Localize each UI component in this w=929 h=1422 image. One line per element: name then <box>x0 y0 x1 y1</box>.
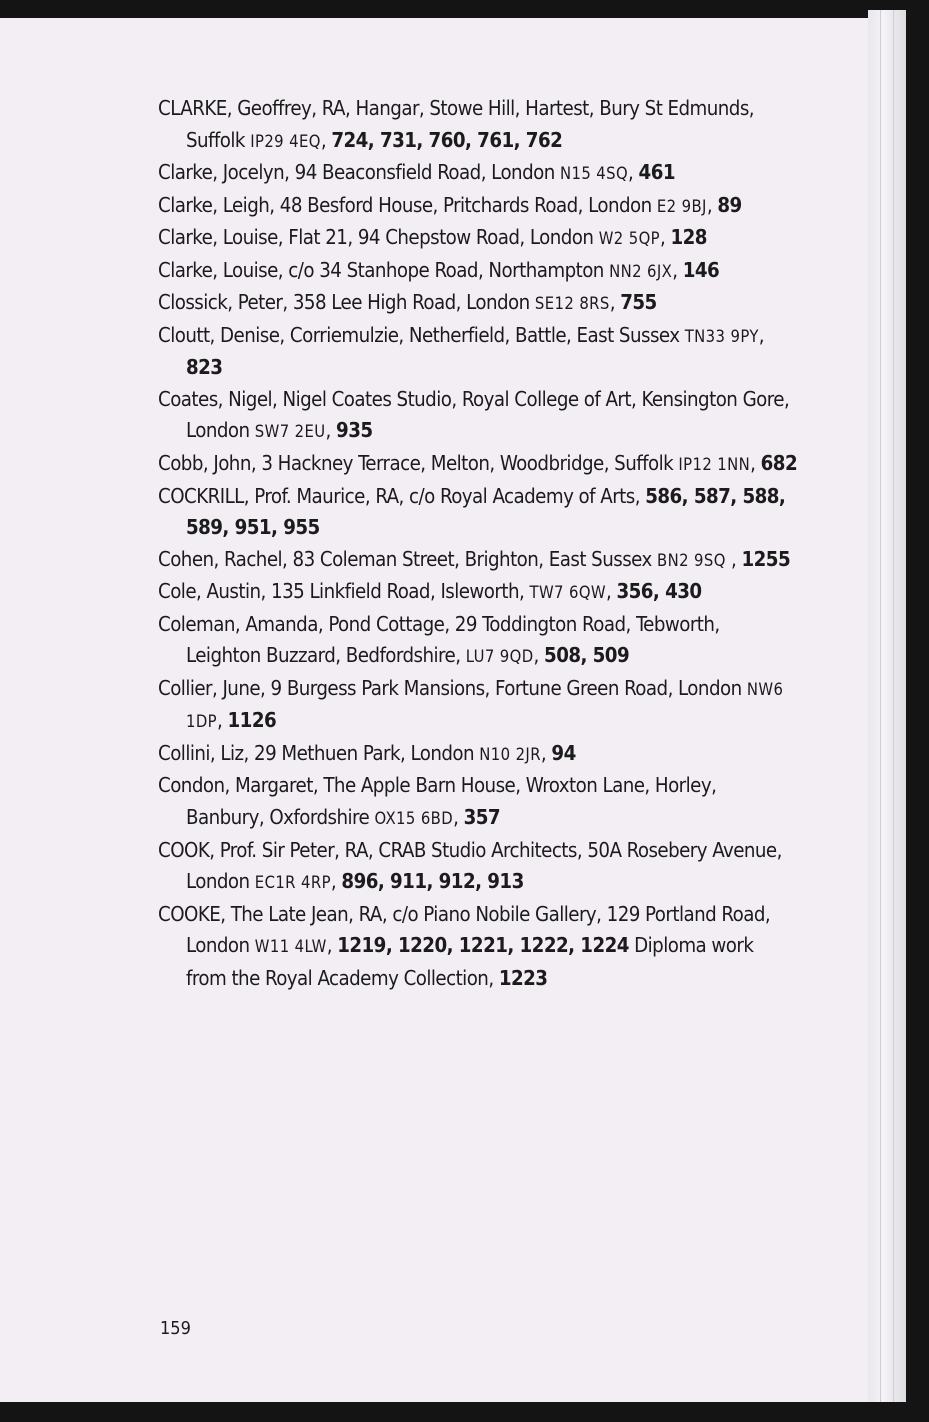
index-entry: Condon, Margaret, The Apple Barn House, Wroxton Lane, Horley, Banbury, Oxfordshire OX15 6BD, 357 <box>158 773 717 830</box>
page-number: 159 <box>160 1318 191 1339</box>
index-entry: Cobb, John, 3 Hackney Terrace, Melton, Woodbridge, Suffolk IP12 1NN, 682 <box>158 451 798 476</box>
index-entry: Cole, Austin, 135 Linkfield Road, Isleworth, TW7 6QW, 356, 430 <box>158 579 702 604</box>
index-entry: Collier, June, 9 Burgess Park Mansions, Fortune Green Road, London NW6 1DP, 1126 <box>158 675 784 733</box>
index-entry: Coleman, Amanda, Pond Cottage, 29 Toddington Road, Tebworth, Leighton Buzzard, Bedfordshire, LU7 9QD, 508, 509 <box>158 611 720 668</box>
index-entry: Clarke, Leigh, 48 Besford House, Pritchards Road, London E2 9BJ, 89 <box>158 192 742 217</box>
index-entry: COCKRILL, Prof. Maurice, RA, c/o Royal Academy of Arts, 586, 587, 588, 589, 951, 955 <box>158 483 786 540</box>
index-entry: COOKE, The Late Jean, RA, c/o Piano Nobile Gallery, 129 Portland Road, London W11 4LW, 1219, 1220, 1221, 1222, 1224 Diploma work from the Royal Academy Collection, 1223 <box>158 901 771 990</box>
index-entry: Cloutt, Denise, Corriemulzie, Netherfield, Battle, East Sussex TN33 9PY, 823 <box>158 322 765 380</box>
index-entry: Clarke, Louise, c/o 34 Stanhope Road, Northampton NN2 6JX, 146 <box>158 257 720 282</box>
index-entry: Cohen, Rachel, 83 Coleman Street, Brighton, East Sussex BN2 9SQ , 1255 <box>158 546 791 571</box>
page-edge-stack <box>868 10 906 1402</box>
index-entry: Clarke, Jocelyn, 94 Beaconsfield Road, London N15 4SQ, 461 <box>158 160 675 185</box>
page-edge-line <box>893 10 894 1402</box>
index-entry: Coates, Nigel, Nigel Coates Studio, Royal College of Art, Kensington Gore, London SW7 2EU, 935 <box>158 386 790 443</box>
index-entry: Clossick, Peter, 358 Lee High Road, London SE12 8RS, 755 <box>158 290 657 315</box>
page-edge-line <box>880 10 881 1402</box>
index-entry-list <box>158 93 798 994</box>
index-entry: COOK, Prof. Sir Peter, RA, CRAB Studio Architects, 50A Rosebery Avenue, London EC1R 4RP, 896, 911, 912, 913 <box>158 837 782 894</box>
index-entry: CLARKE, Geoffrey, RA, Hangar, Stowe Hill, Hartest, Bury St Edmunds, Suffolk IP29 4EQ, 724, 731, 760, 761, 762 <box>158 96 755 152</box>
index-entry: Clarke, Louise, Flat 21, 94 Chepstow Road, London W2 5QP, 128 <box>158 225 707 250</box>
index-entry: Collini, Liz, 29 Methuen Park, London N10 2JR, 94 <box>158 740 576 765</box>
